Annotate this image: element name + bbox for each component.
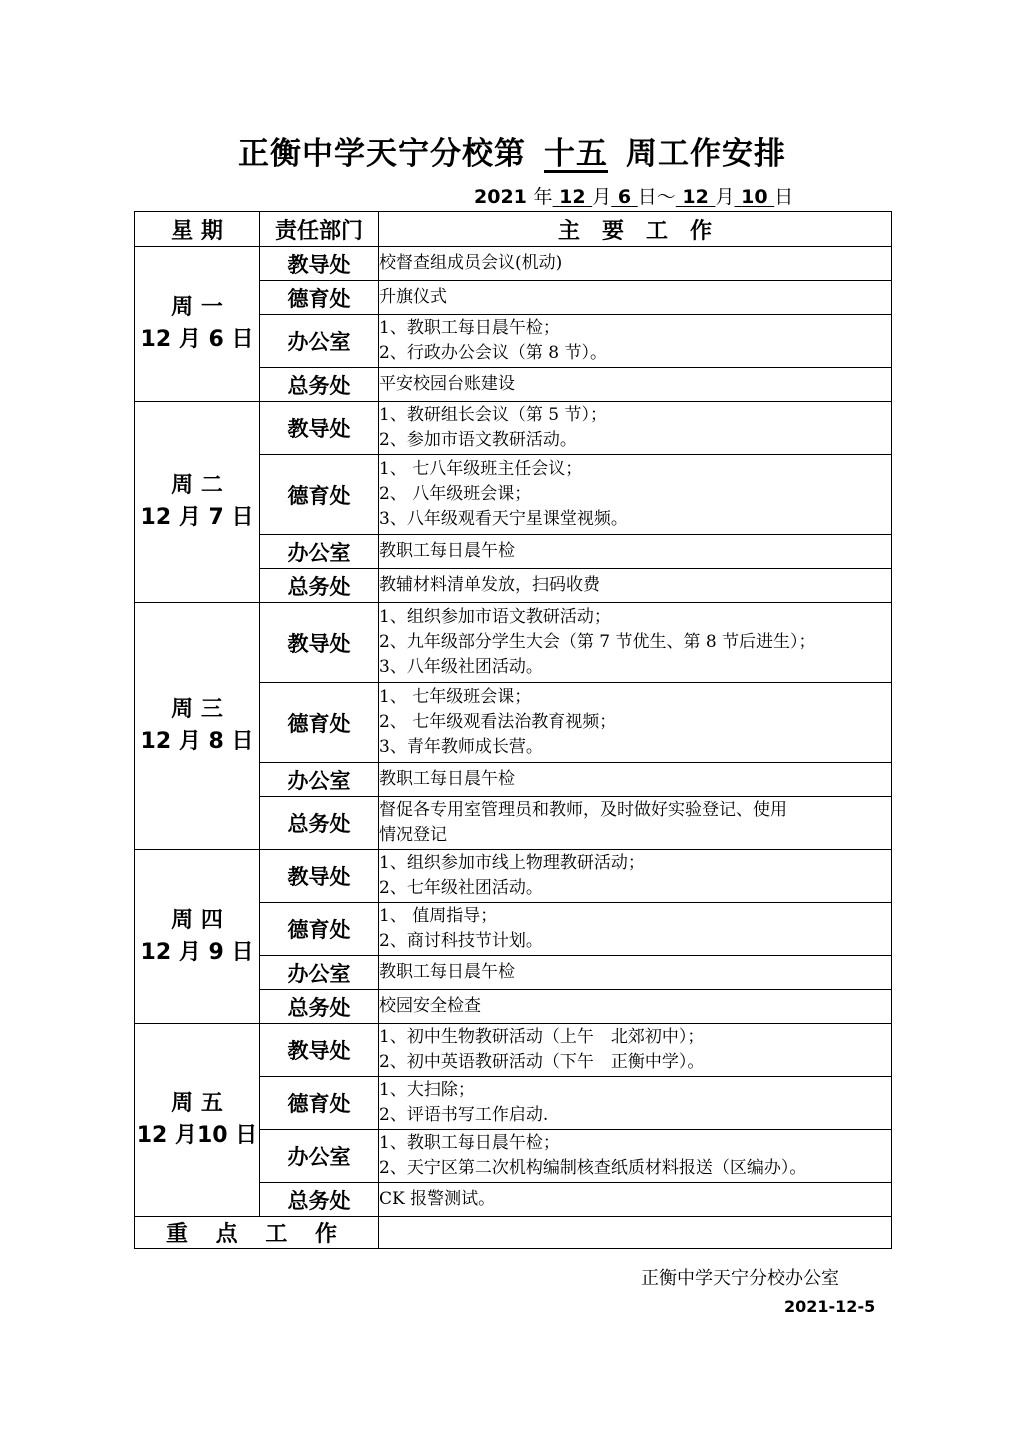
department-cell: 德育处 (260, 683, 379, 763)
department-cell: 教导处 (260, 603, 379, 683)
work-item: 3、八年级社团活动。 (379, 657, 543, 677)
work-item: 教辅材料清单发放，扫码收费 (379, 575, 600, 595)
year-value: 2021 (474, 186, 527, 208)
work-item: 升旗仪式 (379, 287, 447, 307)
start-day: 6 (617, 186, 632, 208)
department-cell: 教导处 (260, 402, 379, 455)
department-cell: 教导处 (260, 1024, 379, 1077)
work-cell (379, 569, 892, 603)
department-cell: 办公室 (260, 956, 379, 990)
header-day: 星 期 (135, 212, 260, 247)
range-tilde: ～ (656, 186, 676, 208)
day-date: 12 月 6 日 (140, 327, 254, 352)
work-item: 教职工每日晨午检 (379, 769, 515, 789)
work-cell (379, 1183, 892, 1217)
schedule-row (135, 850, 892, 903)
work-item: 1、教职工每日晨午检； (379, 1133, 560, 1153)
work-cell (379, 603, 892, 683)
year-label: 年 (533, 186, 553, 208)
header-dept: 责任部门 (260, 212, 379, 247)
work-cell (379, 402, 892, 455)
header-work: 主 要 工 作 (379, 212, 892, 247)
focus-label: 重 点 工 作 (135, 1217, 379, 1249)
work-item: 1、组织参加市语文教研活动； (379, 607, 611, 627)
work-cell (379, 281, 892, 315)
work-item: 2、 七年级观看法治教育视频； (379, 712, 617, 732)
department-cell: 办公室 (260, 1130, 379, 1183)
work-item: 校园安全检查 (379, 996, 481, 1016)
work-item: 1、大扫除； (379, 1080, 475, 1100)
start-month: 12 (559, 186, 586, 208)
department-cell: 办公室 (260, 315, 379, 368)
day-date: 12 月 9 日 (140, 939, 254, 965)
work-item: 情况登记 (379, 825, 447, 845)
work-item: 2、行政办公会议（第 8 节）。 (379, 343, 607, 363)
department-cell: 办公室 (260, 763, 379, 797)
day-date: 12 月 8 日 (140, 729, 254, 754)
day-cell (135, 850, 260, 1024)
work-item: 1、 七八年级班主任会议； (379, 459, 583, 479)
header-row (135, 212, 892, 247)
work-cell (379, 990, 892, 1024)
work-item: 2、七年级社团活动。 (379, 878, 543, 898)
work-cell (379, 850, 892, 903)
schedule-table (134, 211, 892, 1249)
day-date: 12 月 7 日 (140, 505, 254, 530)
day-cell (135, 402, 260, 603)
work-item: 3、八年级观看天宁星课堂视频。 (379, 509, 628, 529)
department-cell: 办公室 (260, 535, 379, 569)
work-item: 1、组织参加市线上物理教研活动； (379, 853, 645, 873)
work-item: 教职工每日晨午检 (379, 541, 515, 561)
work-cell (379, 535, 892, 569)
month-label-2: 月 (715, 186, 735, 208)
work-cell (379, 683, 892, 763)
page-title (0, 128, 1024, 173)
work-cell (379, 247, 892, 281)
work-cell (379, 315, 892, 368)
department-cell: 总务处 (260, 569, 379, 603)
day-label-2: 日 (774, 186, 794, 208)
work-item: 1、 值周指导； (379, 906, 498, 926)
work-item: CK 报警测试。 (379, 1189, 496, 1209)
work-cell (379, 956, 892, 990)
department-cell: 德育处 (260, 281, 379, 315)
title-prefix: 正衡中学天宁分校第 (238, 136, 526, 172)
date-range (474, 182, 793, 209)
department-cell: 总务处 (260, 990, 379, 1024)
work-item: 2、初中英语教研活动（下午 正衡中学）。 (379, 1052, 705, 1072)
schedule-row (135, 247, 892, 281)
work-item: 平安校园台账建设 (379, 374, 515, 394)
work-item: 教职工每日晨午检 (379, 962, 515, 982)
work-item: 2、九年级部分学生大会（第 7 节优生、第 8 节后进生）； (379, 632, 816, 652)
focus-row (135, 1217, 892, 1249)
work-item: 1、 七年级班会课； (379, 687, 532, 707)
department-cell: 德育处 (260, 455, 379, 535)
schedule-row (135, 603, 892, 683)
work-item: 1、教职工每日晨午检； (379, 318, 560, 338)
focus-content (379, 1217, 892, 1249)
day-name: 周 二 (171, 473, 223, 498)
work-item: 2、天宁区第二次机构编制核查纸质材料报送（区编办）。 (379, 1158, 807, 1178)
end-day: 10 (741, 186, 768, 208)
work-item: 2、 八年级班会课； (379, 484, 532, 504)
schedule-row (135, 402, 892, 455)
day-cell (135, 1024, 260, 1217)
department-cell: 教导处 (260, 850, 379, 903)
day-name: 周 五 (171, 1091, 223, 1116)
department-cell: 总务处 (260, 1183, 379, 1217)
work-item: 校督查组成员会议(机动) (379, 253, 563, 273)
work-cell (379, 1077, 892, 1130)
work-cell (379, 763, 892, 797)
work-item: 督促各专用室管理员和教师，及时做好实验登记、使用 (379, 800, 787, 820)
day-name: 周 一 (171, 295, 223, 320)
department-cell: 德育处 (260, 903, 379, 956)
day-name: 周 三 (171, 697, 223, 722)
work-item: 2、商讨科技节计划。 (379, 931, 543, 951)
month-label-1: 月 (592, 186, 612, 208)
work-item: 2、评语书写工作启动. (379, 1105, 549, 1125)
work-cell (379, 903, 892, 956)
department-cell: 德育处 (260, 1077, 379, 1130)
day-date: 12 月10 日 (136, 1123, 258, 1148)
work-item: 1、教研组长会议（第 5 节）； (379, 405, 607, 425)
department-cell: 总务处 (260, 368, 379, 402)
work-cell (379, 1024, 892, 1077)
end-month: 12 (682, 186, 709, 208)
work-cell (379, 368, 892, 402)
day-label-1: 日 (637, 186, 657, 208)
title-suffix: 周工作安排 (626, 136, 786, 172)
week-number: 十五 (544, 136, 608, 172)
work-cell (379, 455, 892, 535)
issue-date: 2021-12-5 (784, 1297, 876, 1316)
work-item: 2、参加市语文教研活动。 (379, 430, 577, 450)
work-cell (379, 1130, 892, 1183)
issuing-office: 正衡中学天宁分校办公室 (641, 1268, 839, 1289)
day-name: 周 四 (171, 907, 223, 933)
work-item: 3、青年教师成长营。 (379, 737, 543, 757)
day-cell (135, 603, 260, 850)
day-cell (135, 247, 260, 402)
work-cell (379, 797, 892, 850)
schedule-row (135, 1024, 892, 1077)
department-cell: 总务处 (260, 797, 379, 850)
department-cell: 教导处 (260, 247, 379, 281)
work-item: 1、初中生物教研活动（上午 北郊初中）； (379, 1027, 705, 1047)
